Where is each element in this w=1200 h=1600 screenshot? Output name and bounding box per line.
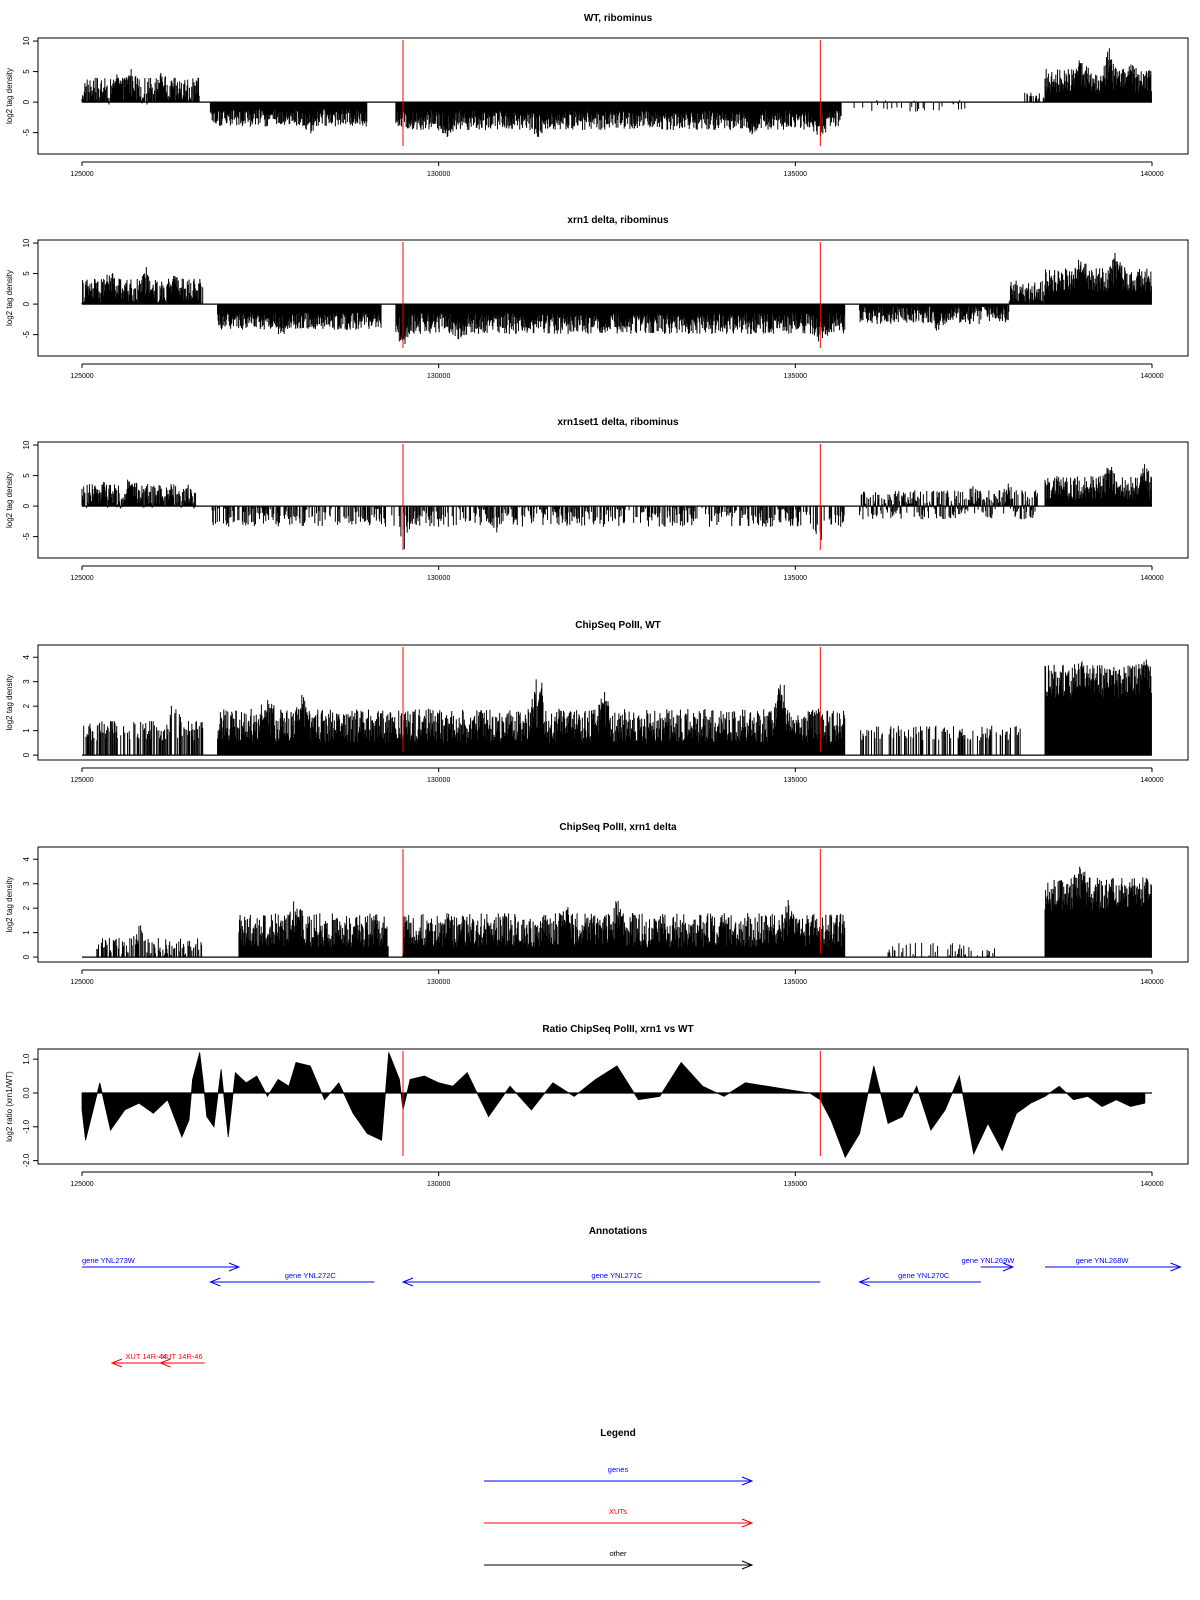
y-tick-label: 5: [22, 69, 31, 74]
y-tick-label: -5: [22, 331, 31, 339]
y-tick-label: 0: [22, 301, 31, 307]
x-tick-label: 140000: [1140, 171, 1164, 178]
y-tick-label: 4: [22, 655, 31, 660]
signal-bars: [82, 48, 1151, 137]
y-axis-label: log2 tag density: [5, 471, 14, 529]
x-tick-label: 125000: [70, 777, 94, 784]
y-tick-label: 0: [22, 752, 31, 758]
y-tick-label: 5: [22, 473, 31, 478]
signal-bars: [84, 660, 1152, 756]
y-axis-label: log2 tag density: [5, 674, 14, 731]
y-tick-label: 10: [22, 440, 31, 450]
signal-bars: [82, 253, 1151, 344]
x-tick-label: 130000: [426, 373, 451, 380]
panel-title: xrn1set1 delta, ribominus: [557, 417, 679, 428]
x-tick-label: 130000: [426, 777, 451, 784]
y-tick-label: 5: [22, 271, 31, 276]
x-tick-label: 130000: [426, 171, 451, 178]
x-tick-label: 125000: [70, 575, 94, 582]
y-tick-label: 0: [22, 99, 31, 105]
y-tick-label: -5: [22, 533, 31, 541]
panel-title: ChipSeq PolII, WT: [575, 620, 661, 631]
x-tick-label: 130000: [426, 575, 451, 582]
plot-frame: [38, 442, 1188, 558]
x-tick-label: 135000: [783, 171, 808, 178]
y-tick-label: 2: [22, 703, 31, 709]
x-tick-label: 135000: [783, 373, 808, 380]
y-tick-label: 1: [22, 728, 31, 733]
y-tick-label: 3: [22, 679, 31, 684]
x-tick-label: 140000: [1140, 373, 1164, 380]
plot-frame: [38, 38, 1188, 154]
y-axis-label: log2 tag density: [5, 269, 14, 327]
x-tick-label: 135000: [783, 575, 808, 582]
panel-title: WT, ribominus: [583, 13, 653, 24]
panel-title: xrn1 delta, ribominus: [567, 215, 669, 226]
plot-frame: [38, 240, 1188, 356]
y-tick-label: 10: [22, 36, 31, 46]
x-tick-label: 135000: [783, 777, 808, 784]
x-tick-label: 125000: [70, 373, 94, 380]
y-tick-label: -5: [22, 129, 31, 137]
signal-bars: [82, 464, 1151, 549]
x-tick-label: 140000: [1140, 777, 1164, 784]
panel-2: [5, 215, 1188, 380]
panel-3: [5, 417, 1188, 582]
panel-1: [5, 13, 1188, 178]
x-tick-label: 125000: [70, 171, 94, 178]
x-tick-label: 140000: [1140, 575, 1164, 582]
panel-4: [5, 620, 1188, 784]
y-tick-label: 10: [22, 238, 31, 248]
y-tick-label: 0: [22, 503, 31, 509]
y-axis-label: log2 tag density: [5, 67, 14, 125]
